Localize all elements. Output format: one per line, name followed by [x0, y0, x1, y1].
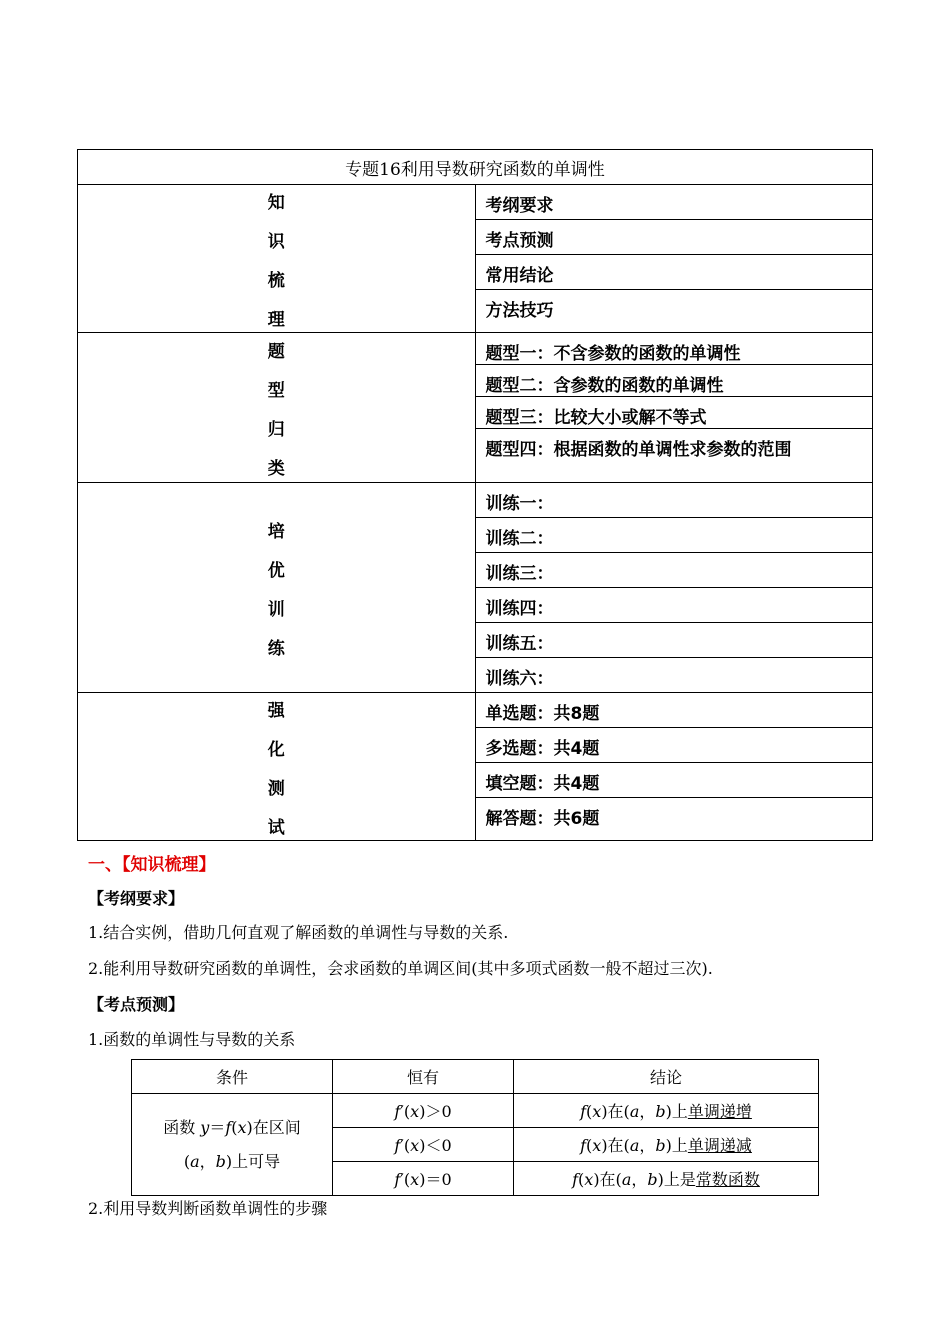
category-char: 识	[267, 231, 285, 252]
category-training	[78, 483, 476, 693]
math-var: b	[655, 1102, 666, 1121]
outline-item: 填空题：共4题	[475, 763, 873, 798]
text: )上	[665, 1136, 688, 1155]
conclusion-result: 单调递减	[687, 1136, 752, 1155]
derivative-op: ＝0	[425, 1170, 452, 1189]
category-question-types	[78, 333, 476, 483]
math-var: a	[190, 1151, 200, 1171]
category-char: 强	[267, 700, 285, 721]
math-var: f	[580, 1102, 587, 1121]
derivative-condition: f′(x)＝0	[333, 1162, 514, 1196]
monotonicity-relation-table	[131, 1059, 819, 1196]
math-var: y	[200, 1117, 210, 1137]
math-var: f	[394, 1136, 401, 1155]
category-char: 试	[267, 817, 285, 838]
outline-item: 单选题：共8题	[475, 693, 873, 728]
header-condition: 条件	[132, 1060, 333, 1094]
category-knowledge	[78, 185, 476, 333]
text: 函数	[163, 1117, 201, 1137]
syllabus-point-2: 2.能利用导数研究函数的单调性，会求函数的单调区间(其中多项式函数一般不超过三次).	[88, 959, 713, 978]
outline-item: 训练三：	[475, 553, 873, 588]
outline-item: 训练二：	[475, 518, 873, 553]
outline-item: 方法技巧	[475, 290, 873, 333]
outline-item: 题型二：含参数的函数的单调性	[475, 365, 873, 397]
category-char: 培	[267, 521, 285, 542]
conclusion-cell: f(x)在(a，b)上是常数函数	[514, 1162, 819, 1196]
outline-item: 常用结论	[475, 255, 873, 290]
category-char: 训	[267, 599, 285, 620]
section-heading-knowledge: 一、【知识梳理】	[88, 855, 216, 875]
outline-item: 考点预测	[475, 220, 873, 255]
text: )在区间	[246, 1117, 301, 1137]
subheading-monotonicity-relation: 1.函数的单调性与导数的关系	[88, 1030, 296, 1049]
heading-key-points: 【考点预测】	[88, 995, 185, 1014]
outline-item: 训练五：	[475, 623, 873, 658]
category-reinforcement-test	[78, 693, 476, 841]
math-var: b	[215, 1151, 226, 1171]
conclusion-result: 常数函数	[695, 1170, 760, 1189]
subheading-steps: 2.利用导数判断函数单调性的步骤	[88, 1199, 328, 1218]
topic-outline-table	[77, 149, 873, 841]
category-char: 知	[267, 192, 285, 213]
text: )上	[665, 1102, 688, 1121]
derivative-op: ＜0	[425, 1136, 452, 1155]
header-conclusion: 结论	[514, 1060, 819, 1094]
derivative-op: ＞0	[425, 1102, 452, 1121]
category-char: 题	[267, 341, 285, 362]
math-var: x	[592, 1136, 602, 1155]
math-var: b	[655, 1136, 666, 1155]
text: ，	[199, 1151, 216, 1171]
derivative-condition: f′(x)＜0	[333, 1128, 514, 1162]
text: (	[183, 1151, 191, 1171]
math-var: x	[584, 1170, 594, 1189]
math-var: x	[237, 1117, 247, 1137]
math-var: f	[225, 1117, 232, 1137]
conclusion-cell: f(x)在(a，b)上单调递增	[514, 1094, 819, 1128]
math-var: f	[572, 1170, 579, 1189]
math-var: b	[647, 1170, 658, 1189]
outline-title: 专题16利用导数研究函数的单调性	[78, 150, 873, 185]
text: )上可导	[225, 1151, 281, 1171]
math-var: f	[580, 1136, 587, 1155]
math-var: a	[621, 1170, 632, 1189]
header-always: 恒有	[333, 1060, 514, 1094]
outline-item: 多选题：共4题	[475, 728, 873, 763]
category-char: 优	[267, 560, 285, 581]
text: ＝	[209, 1117, 226, 1137]
category-char: 归	[267, 419, 285, 440]
outline-item: 题型一：不含参数的函数的单调性	[475, 333, 873, 365]
outline-item: 题型四：根据函数的单调性求参数的范围	[475, 429, 873, 483]
conclusion-cell: f(x)在(a，b)上单调递减	[514, 1128, 819, 1162]
category-char: 练	[267, 638, 285, 659]
math-var: x	[410, 1136, 420, 1155]
text: (	[231, 1117, 238, 1137]
math-var: x	[410, 1102, 420, 1121]
outline-item: 训练六：	[475, 658, 873, 693]
derivative-condition: f′(x)＞0	[333, 1094, 514, 1128]
category-char: 型	[267, 380, 285, 401]
condition-cell	[132, 1094, 333, 1196]
outline-item: 训练一：	[475, 483, 873, 518]
category-char: 测	[267, 778, 285, 799]
outline-item: 题型三：比较大小或解不等式	[475, 397, 873, 429]
math-var: x	[592, 1102, 602, 1121]
text: )上是	[657, 1170, 696, 1189]
heading-syllabus: 【考纲要求】	[88, 889, 185, 908]
syllabus-point-1: 1.结合实例，借助几何直观了解函数的单调性与导数的关系.	[88, 923, 509, 942]
math-var: f	[394, 1102, 401, 1121]
math-var: a	[629, 1102, 640, 1121]
category-char: 类	[267, 458, 285, 479]
outline-item: 考纲要求	[475, 185, 873, 220]
category-char: 梳	[267, 270, 285, 291]
math-var: x	[410, 1170, 420, 1189]
math-var: f	[394, 1170, 401, 1189]
outline-item: 训练四：	[475, 588, 873, 623]
math-var: a	[629, 1136, 640, 1155]
conclusion-result: 单调递增	[687, 1102, 752, 1121]
outline-item: 解答题：共6题	[475, 798, 873, 841]
category-char: 理	[267, 309, 285, 330]
category-char: 化	[267, 739, 285, 760]
